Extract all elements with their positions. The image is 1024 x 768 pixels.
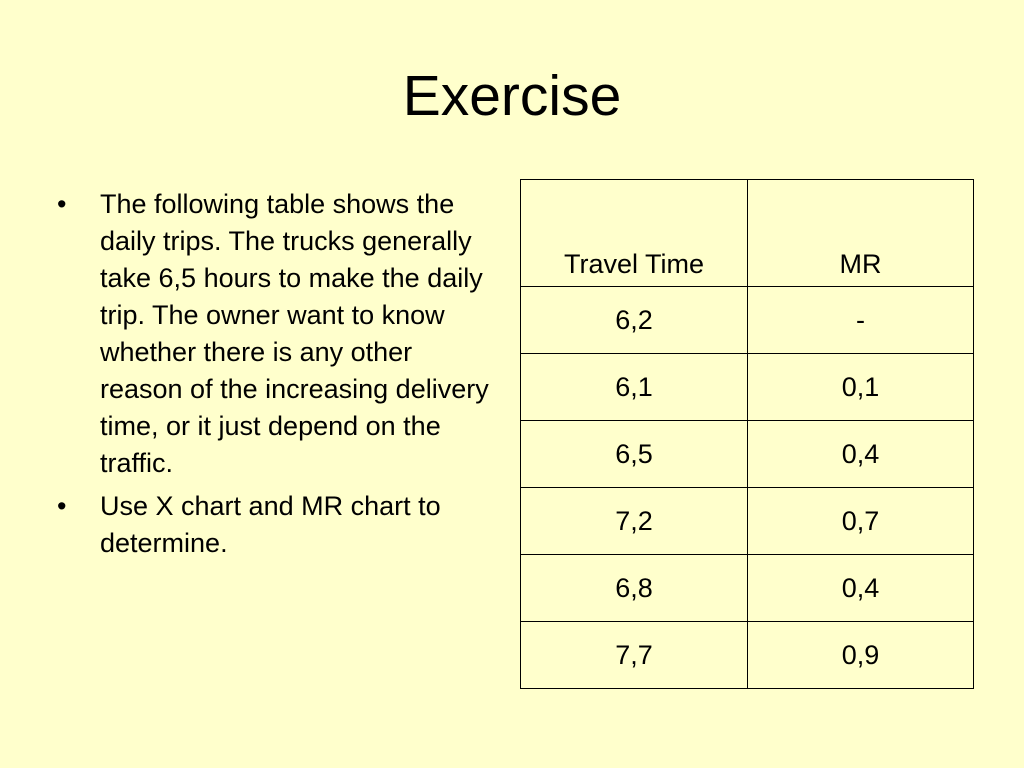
travel-time-cell: 7,7	[521, 622, 748, 689]
travel-time-cell: 7,2	[521, 488, 748, 555]
table-row	[521, 354, 974, 421]
bullet-list	[57, 186, 502, 568]
table-header-row	[521, 180, 974, 287]
travel-time-cell: 6,1	[521, 354, 748, 421]
table-row	[521, 421, 974, 488]
bullet-item	[57, 488, 502, 562]
table-row	[521, 488, 974, 555]
mr-cell: 0,4	[748, 421, 974, 488]
bullet-text: The following table shows the daily trips. The trucks generally take 6,5 hours to make the daily trip. The owner want to know whether there is any other reason of the increasing delivery time, or it just depend on the traffic.	[100, 189, 489, 478]
travel-time-cell: 6,2	[521, 287, 748, 354]
header-travel-time: Travel Time	[521, 180, 748, 287]
mr-cell: 0,1	[748, 354, 974, 421]
mr-cell: -	[748, 287, 974, 354]
bullet-dot-icon: •	[57, 189, 67, 219]
slide-title: Exercise	[402, 64, 622, 128]
data-table	[520, 179, 974, 689]
bullet-text: Use X chart and MR chart to determine.	[100, 491, 441, 558]
header-mr: MR	[748, 180, 974, 287]
bullet-item	[57, 186, 502, 482]
mr-cell: 0,7	[748, 488, 974, 555]
travel-time-cell: 6,5	[521, 421, 748, 488]
table-row	[521, 622, 974, 689]
table-row	[521, 287, 974, 354]
mr-cell: 0,9	[748, 622, 974, 689]
travel-time-cell: 6,8	[521, 555, 748, 622]
bullet-dot-icon: •	[57, 491, 67, 521]
table-row	[521, 555, 974, 622]
mr-cell: 0,4	[748, 555, 974, 622]
